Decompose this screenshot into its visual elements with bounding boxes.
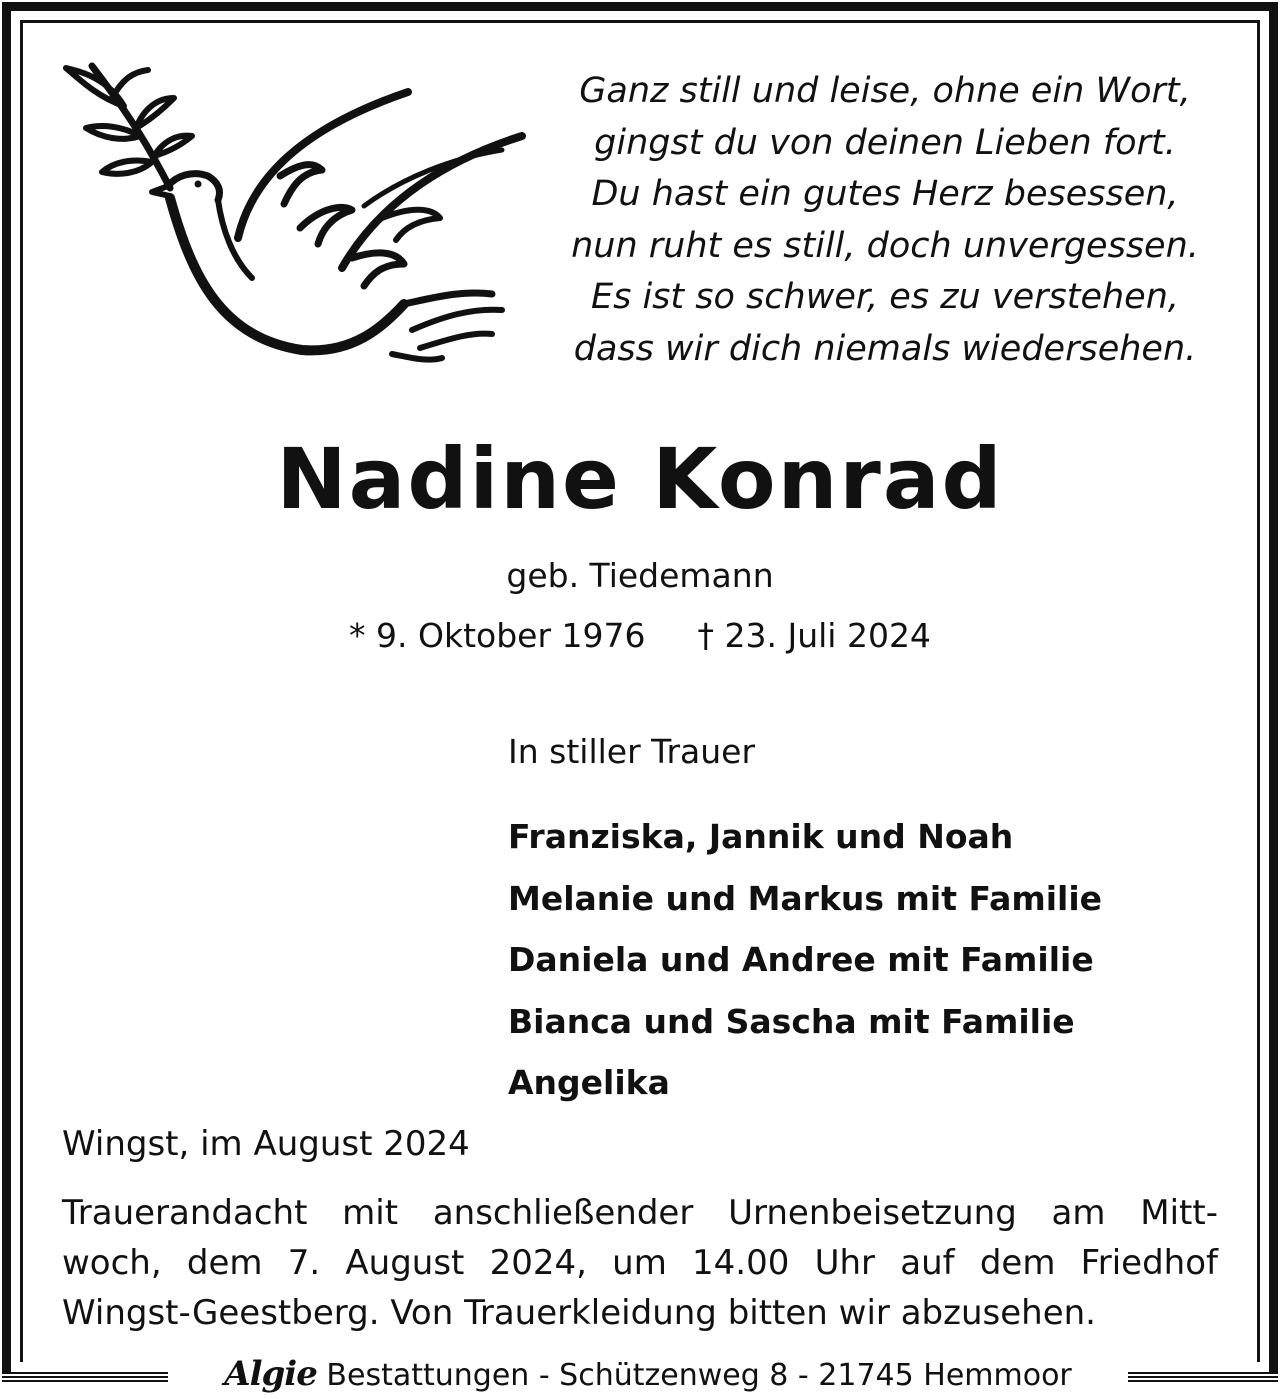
mourner-line: Angelika: [508, 1063, 670, 1102]
poem-line: gingst du von deinen Lieben fort.: [594, 122, 1176, 163]
deceased-name: Nadine Konrad: [276, 430, 1004, 528]
poem-line: Du hast ein gutes Herz besessen,: [591, 174, 1179, 214]
mourner-line: Franziska, Jannik und Noah: [508, 817, 1014, 856]
mourner-line: Bianca und Sascha mit Familie: [508, 1001, 1075, 1041]
death-date: † 23. Juli 2024: [697, 616, 931, 655]
life-dates: [0, 616, 1280, 655]
birth-date: * 9. Oktober 1976: [349, 616, 646, 655]
mourner-line: Daniela und Andree mit Familie: [508, 940, 1094, 979]
undertaker-logo: Algie: [224, 1354, 317, 1394]
mourners-list: [508, 806, 1102, 1114]
poem-line: dass wir dich niemals wiedersehen.: [573, 328, 1197, 369]
footer-rule-right: [1120, 1372, 1278, 1382]
undertaker-address: Bestattungen - Schützenweg 8 - 21745 Hemmoor: [326, 1358, 1072, 1393]
maiden-name: geb. Tiedemann: [506, 556, 774, 595]
poem-line: nun ruht es still, doch unvergessen.: [571, 225, 1199, 266]
memorial-poem: [560, 66, 1210, 375]
mourning-intro: In stiller Trauer: [508, 732, 756, 771]
footer: [0, 1352, 1280, 1399]
mourner-line: Melanie und Markus mit Familie: [508, 878, 1103, 918]
dove-with-olive-branch-icon: [52, 58, 532, 378]
place-and-date: Wingst, im August 2024: [62, 1124, 470, 1164]
undertaker-info: [168, 1352, 1128, 1398]
service-line: Trauerandacht mit anschließender Urnenbeisetzung am Mitt-: [62, 1193, 1218, 1233]
funeral-service-notice: [62, 1188, 1218, 1338]
service-line: Wingst-Geestberg. Von Trauerkleidung bitten wir abzusehen.: [62, 1293, 1096, 1333]
poem-line: Ganz still und leise, ohne ein Wort,: [579, 71, 1191, 111]
footer-rule-left: [2, 1372, 172, 1382]
poem-line: Es ist so schwer, es zu verstehen,: [590, 277, 1180, 317]
service-line: woch, dem 7. August 2024, um 14.00 Uhr auf dem Friedhof: [62, 1243, 1218, 1283]
